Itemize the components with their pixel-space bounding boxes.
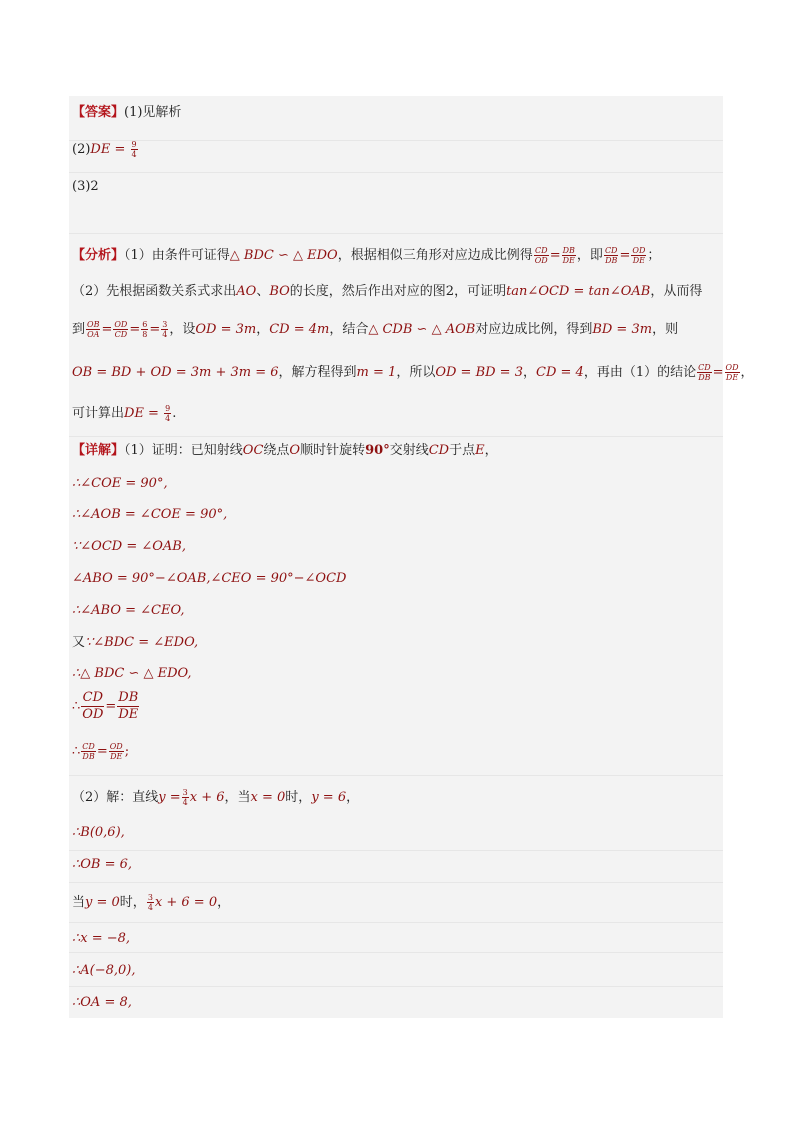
detail-line-1: 【详解】（1）证明：已知射线OC绕点O顺时针旋转90°交射线CD于点E，: [72, 443, 498, 458]
fraction: $\frac{OD}{DE}$: [109, 742, 123, 761]
solution-panel: [69, 96, 723, 1018]
detail-line-9: ∴ $\frac{CD}{OD}$ = $\frac{DB}{DE}$: [72, 690, 139, 722]
answer-line-2: (2)DE = $\frac{9}{4}$: [72, 140, 137, 159]
fraction: $\frac{CD}{OD}$: [534, 246, 548, 265]
fraction: $\frac{9}{4}$: [131, 140, 137, 159]
detail-part2-line-1: （2）解：直线y = $\frac{3}{4}$ x + 6，当x = 0时，y = 6，: [72, 788, 360, 807]
row-divider: [69, 172, 723, 173]
fraction: $\frac{3}{4}$: [147, 893, 153, 912]
analysis-tag: 【分析】: [72, 248, 125, 263]
row-divider: [69, 986, 723, 987]
detail-part2-line-6: ∴A(−8,0),: [72, 963, 136, 978]
analysis-line-1: 【分析】（1）由条件可证得△ BDC ∽ △ EDO，根据相似三角形对应边成比例得 $\frac{CD}{OD}$ = $\frac{DB}{DE}$ ，即 $\frac{CD}{DB}$ = $\frac{OD}{DE}$ ；: [72, 246, 661, 265]
answer-tag: 【答案】: [72, 105, 125, 120]
detail-line-4: ∵∠OCD = ∠OAB,: [72, 539, 186, 554]
detail-line-8: ∴△ BDC ∽ △ EDO,: [72, 666, 192, 681]
row-divider: [69, 436, 723, 437]
detail-part2-line-3: ∴OB = 6,: [72, 857, 133, 872]
fraction: $\frac{CD}{OD}$: [82, 690, 104, 722]
row-divider: [69, 952, 723, 953]
fraction: $\frac{CD}{DB}$: [82, 742, 95, 761]
detail-part2-line-7: ∴OA = 8,: [72, 995, 132, 1010]
detail-line-2: ∴∠COE = 90°,: [72, 476, 168, 491]
detail-part2-line-5: ∴x = −8,: [72, 931, 131, 946]
fraction: $\frac{9}{4}$: [165, 404, 171, 423]
analysis-line-4: OB = BD + OD = 3m + 3m = 6，解方程得到m = 1，所以OD = BD = 3，CD = 4，再由（1）的结论 $\frac{CD}{DB}$ = $\frac{OD}{DE}$ ，: [72, 363, 754, 382]
fraction: $\frac{OD}{DE}$: [725, 363, 739, 382]
answer-line-1: 【答案】(1)见解析: [72, 105, 182, 120]
analysis-line-5: 可计算出DE = $\frac{9}{4}$ .: [72, 404, 177, 423]
fraction: $\frac{DB}{DE}$: [562, 246, 575, 265]
detail-part2-line-2: ∴B(0,6),: [72, 825, 125, 840]
analysis-line-2: （2）先根据函数关系式求出AO、BO的长度，然后作出对应的图2，可证明tan∠OCD = tan∠OAB，从而得: [72, 284, 703, 299]
row-divider: [69, 140, 723, 141]
fraction: $\frac{OD}{CD}$: [114, 320, 128, 339]
row-divider: [69, 233, 723, 234]
fraction: $\frac{OD}{DE}$: [632, 246, 646, 265]
detail-line-5: ∠ABO = 90°−∠OAB,∠CEO = 90°−∠OCD: [72, 571, 347, 586]
row-divider: [69, 922, 723, 923]
detail-tag: 【详解】: [72, 443, 125, 458]
analysis-line-3: 到 $\frac{OB}{OA}$ = $\frac{OD}{CD}$ = $\frac{6}{8}$ = $\frac{3}{4}$ ，设OD = 3m，CD = 4m，结合△ CDB ∽ △ AOB对应边成比例，得到BD = 3m，则: [72, 320, 679, 339]
detail-part2-line-4: 当y = 0时， $\frac{3}{4}$ x + 6 = 0，: [72, 893, 231, 912]
fraction: $\frac{6}{8}$: [142, 320, 148, 339]
fraction: $\frac{OB}{OA}$: [87, 320, 100, 339]
detail-line-3: ∴∠AOB = ∠COE = 90°,: [72, 507, 228, 522]
fraction: $\frac{3}{4}$: [162, 320, 168, 339]
detail-line-7: 又∵∠BDC = ∠EDO,: [72, 635, 199, 650]
answer-line-3: (3)2: [72, 179, 99, 194]
fraction: $\frac{3}{4}$: [182, 788, 188, 807]
row-divider: [69, 882, 723, 883]
fraction: $\frac{DB}{DE}$: [118, 690, 139, 722]
detail-line-6: ∴∠ABO = ∠CEO,: [72, 603, 185, 618]
row-divider: [69, 850, 723, 851]
fraction: $\frac{CD}{DB}$: [698, 363, 711, 382]
detail-line-10: ∴ $\frac{CD}{DB}$ = $\frac{OD}{DE}$ ;: [72, 742, 130, 761]
row-divider: [69, 775, 723, 776]
fraction: $\frac{CD}{DB}$: [604, 246, 618, 265]
